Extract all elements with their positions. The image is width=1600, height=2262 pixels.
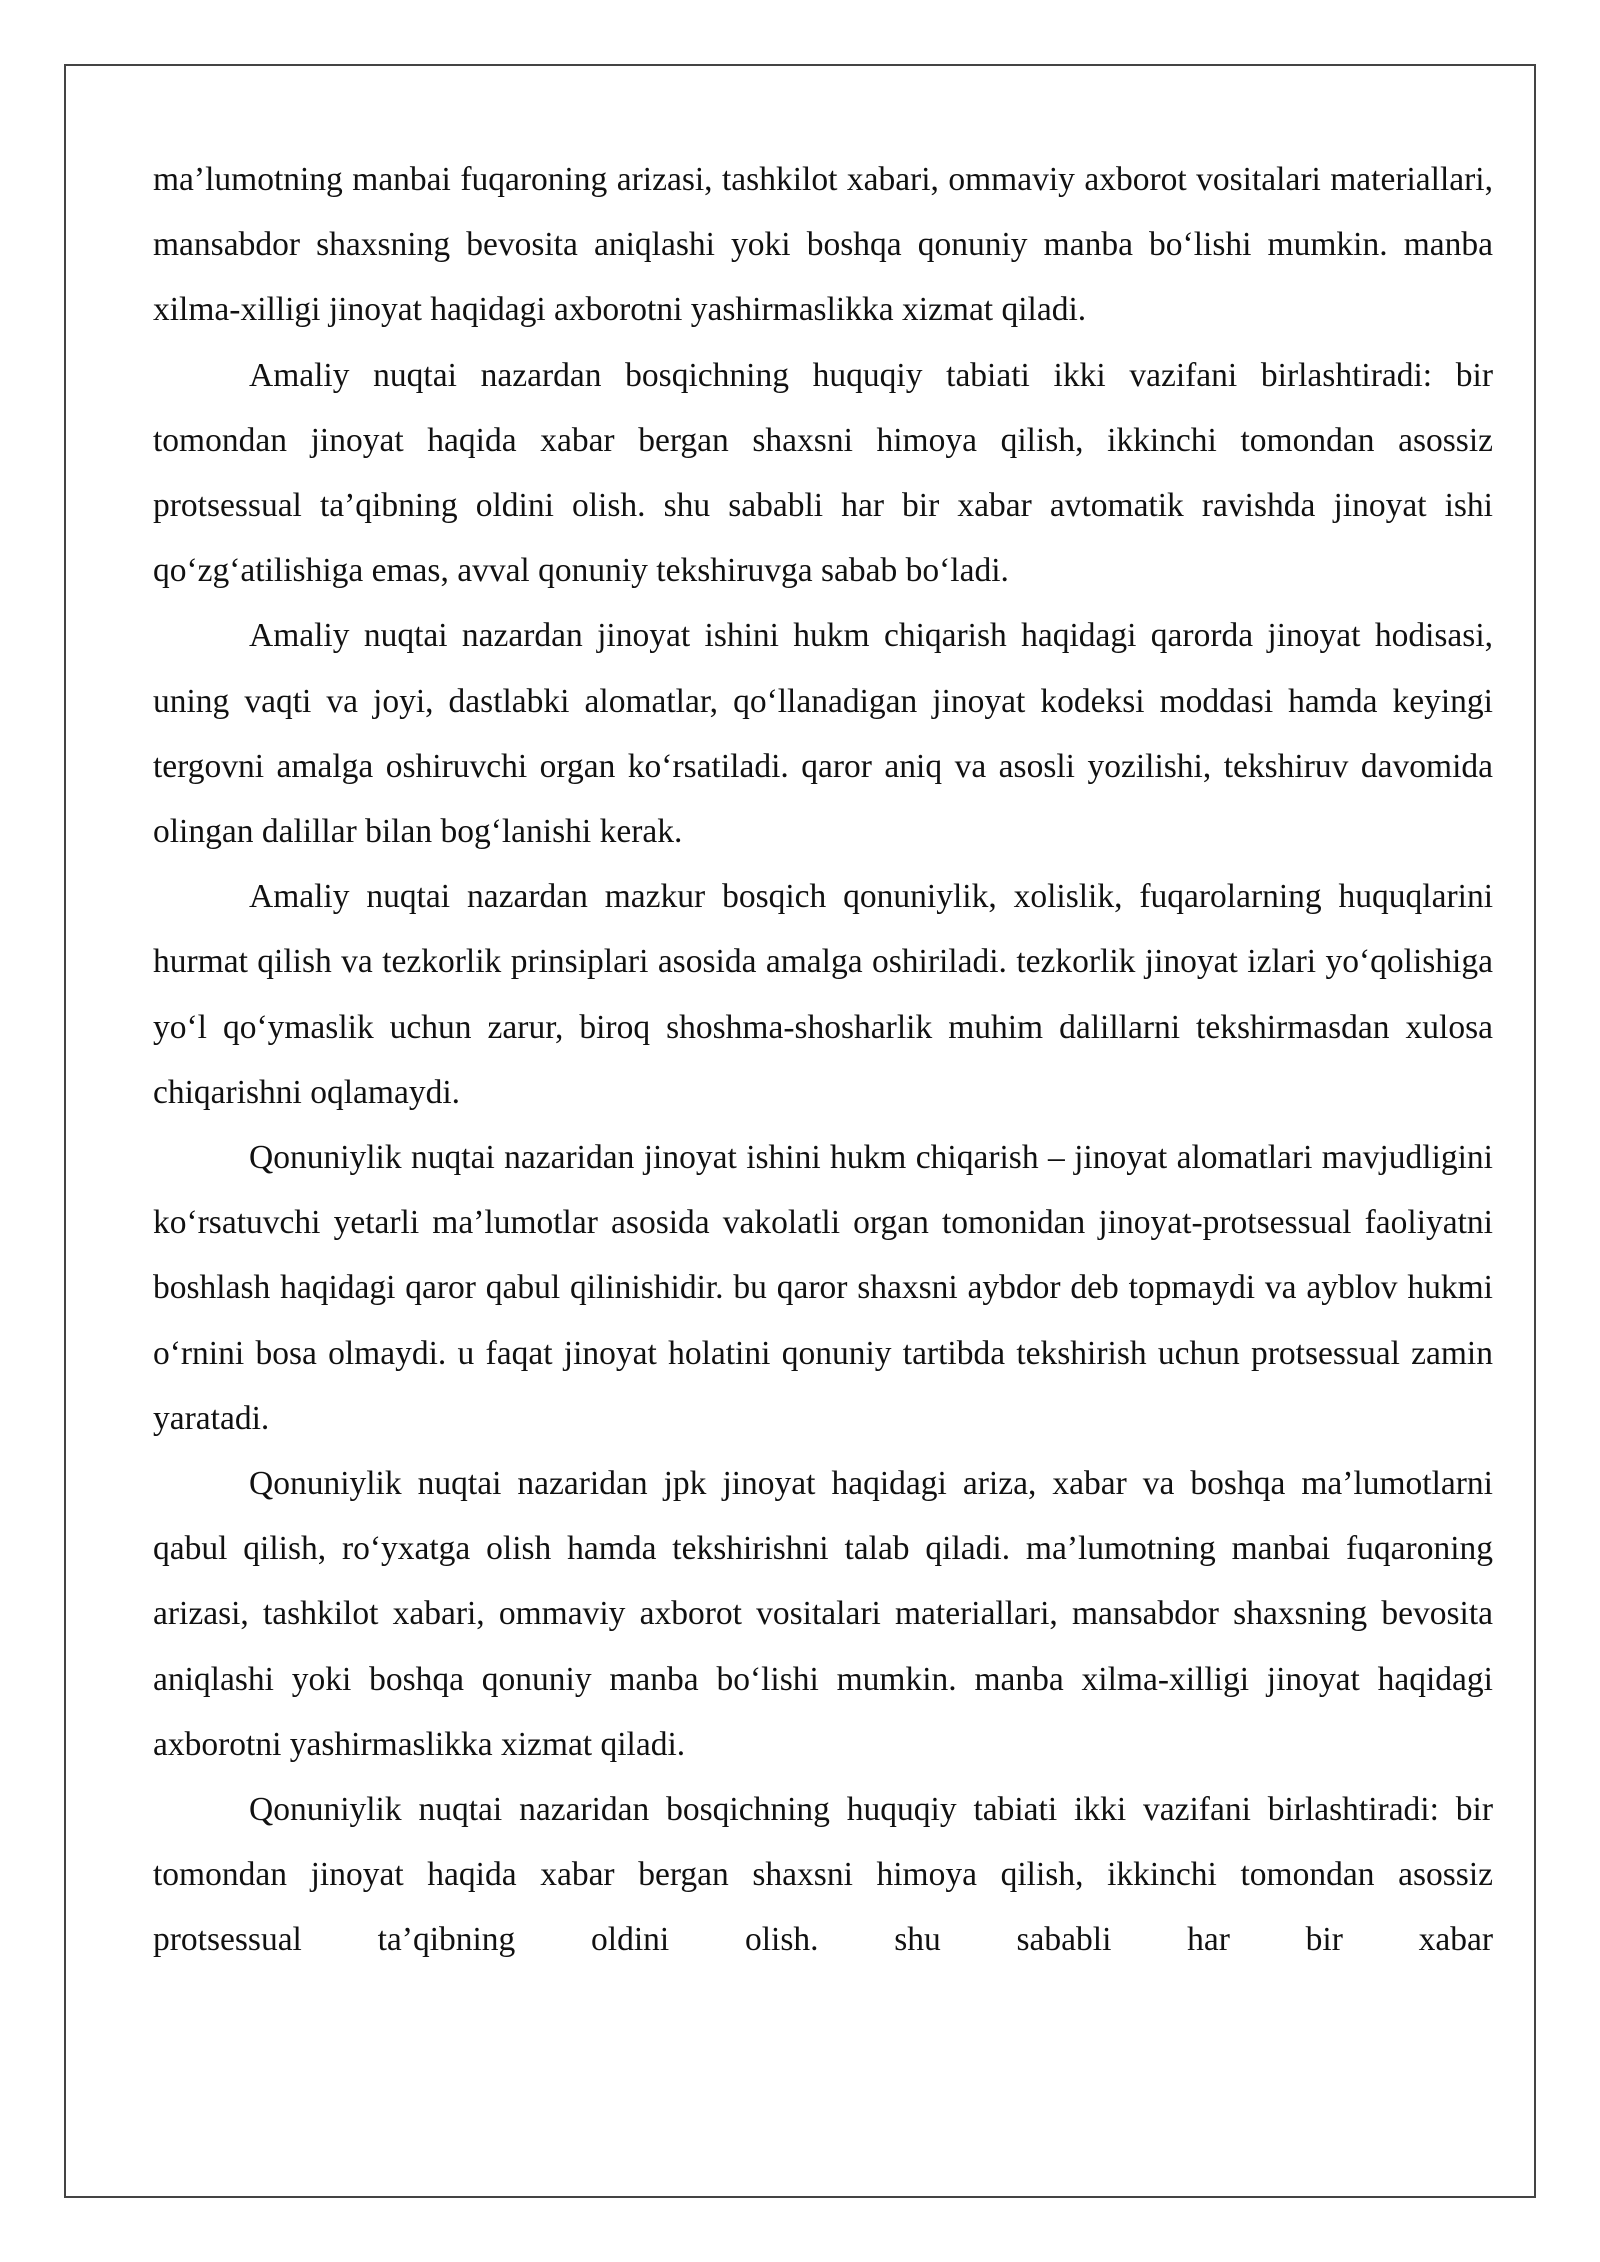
paragraph: Amaliy nuqtai nazardan mazkur bosqich qonuniylik, xolislik, fuqarolarning huquqlarini hurmat qilish va tezkorlik prinsiplari asosida amalga oshiriladi. tezkorlik jinoyat izlari yo‘qolishiga yo‘l qo‘ymaslik uchun zarur, biroq shoshma-shosharlik muhim dalillarni tekshirmasdan xulosa chiqarishni oqlamaydi.	[153, 878, 1493, 1111]
paragraph-continuation: ma’lumotning manbai fuqaroning arizasi, tashkilot xabari, ommaviy axborot vositalari materiallari, mansabdor shaxsning bevosita aniqlashi yoki boshqa qonuniy manba bo‘lishi mumkin. manba xilma-xilligi jinoyat haqidagi axborotni yashirmaslikka xizmat qiladi.	[153, 161, 1493, 329]
paragraph: Qonuniylik nuqtai nazaridan jpk jinoyat haqidagi ariza, xabar va boshqa ma’lumotlarni qabul qilish, ro‘yxatga olish hamda tekshirishni talab qiladi. ma’lumotning manbai fuqaroning arizasi, tashkilot xabari, ommaviy axborot vositalari materiallari, mansabdor shaxsning bevosita aniqlashi yoki boshqa qonuniy manba bo‘lishi mumkin. manba xilma-xilligi jinoyat haqidagi axborotni yashirmaslikka xizmat qiladi.	[153, 1465, 1493, 1763]
paragraph: Qonuniylik nuqtai nazaridan jinoyat ishini hukm chiqarish – jinoyat alomatlari mavjudligini ko‘rsatuvchi yetarli ma’lumotlar asosida vakolatli organ tomonidan jinoyat-protsessual faoliyatni boshlash haqidagi qaror qabul qilinishidir. bu qaror shaxsni aybdor deb topmaydi va ayblov hukmi o‘rnini bosa olmaydi. u faqat jinoyat holatini qonuniy tartibda tekshirish uchun protsessual zamin yaratadi.	[153, 1139, 1493, 1437]
paragraph: Amaliy nuqtai nazardan bosqichning huquqiy tabiati ikki vazifani birlashtiradi: bir tomondan jinoyat haqida xabar bergan shaxsni himoya qilish, ikkinchi tomondan asossiz protsessual ta’qibning oldini olish. shu sababli har bir xabar avtomatik ravishda jinoyat ishi qo‘zg‘atilishiga emas, avval qonuniy tekshiruvga sabab bo‘ladi.	[153, 356, 1493, 590]
paragraph-continues: Qonuniylik nuqtai nazaridan bosqichning huquqiy tabiati ikki vazifani birlashtiradi: bir tomondan jinoyat haqida xabar bergan shaxsni himoya qilish, ikkinchi tomondan asossiz protsessual ta’qibning oldini olish. shu sababli har bir xabar	[153, 1791, 1493, 1959]
paragraph: Amaliy nuqtai nazardan jinoyat ishini hukm chiqarish haqidagi qarorda jinoyat hodisasi, uning vaqti va joyi, dastlabki alomatlar, qo‘llanadigan jinoyat kodeksi moddasi hamda keyingi tergovni amalga oshiruvchi organ ko‘rsatiladi. qaror aniq va asosli yozilishi, tekshiruv davomida olingan dalillar bilan bog‘lanishi kerak.	[153, 617, 1493, 851]
document-body	[153, 147, 1493, 1973]
